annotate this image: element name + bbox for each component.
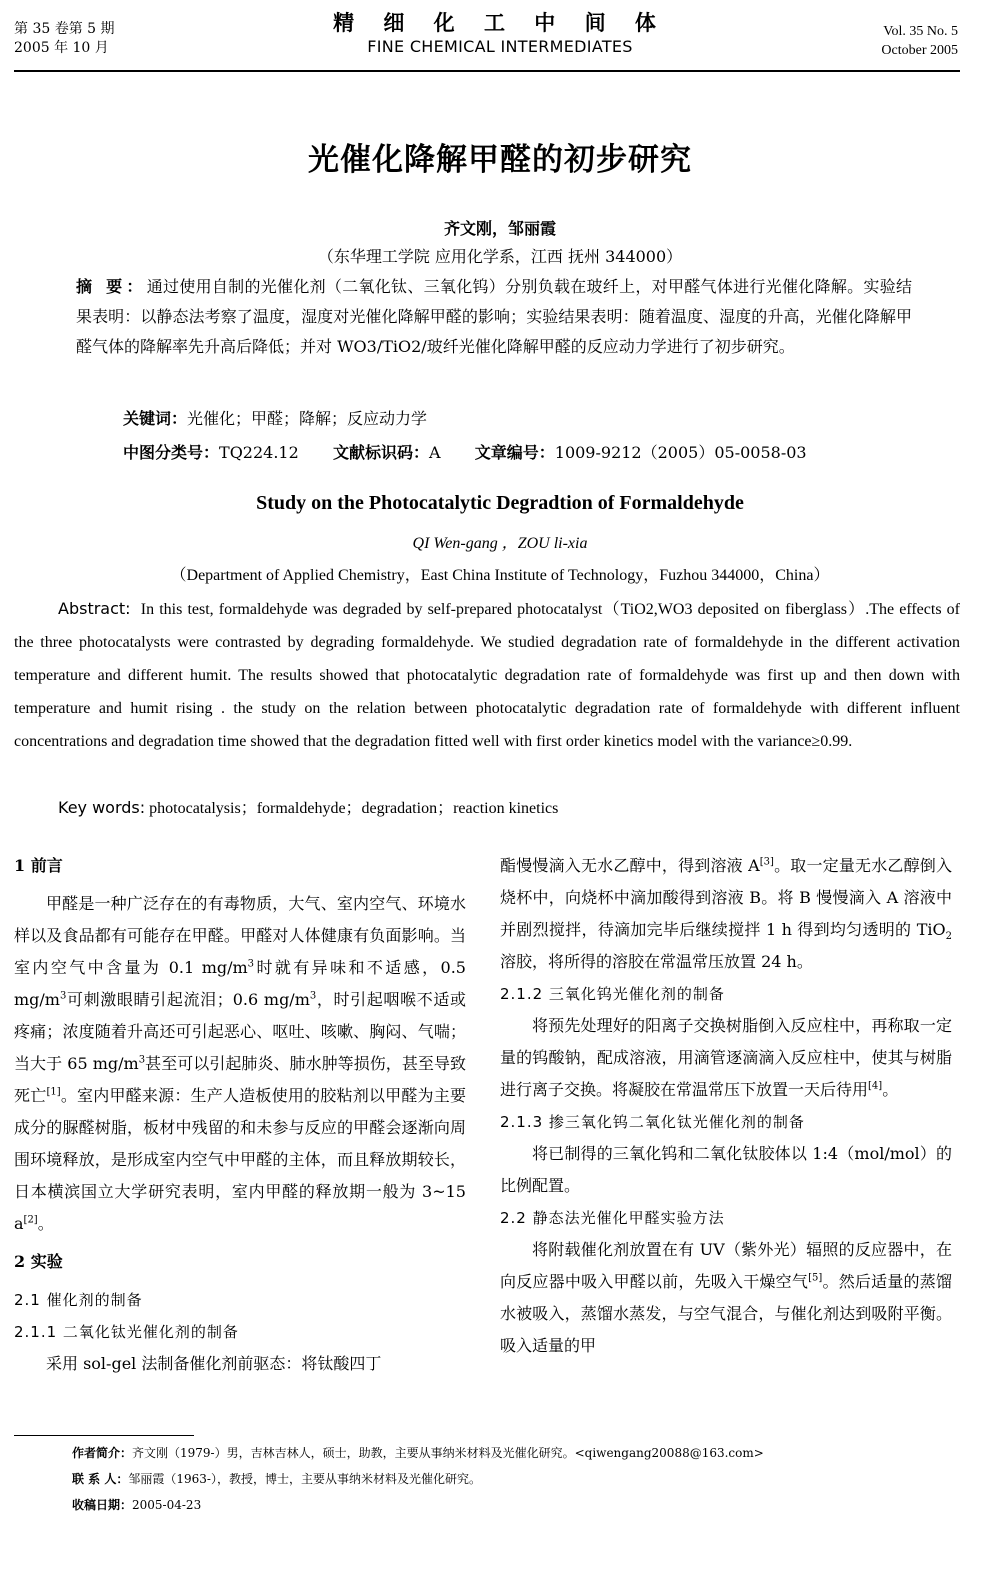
- section-2-1-1-paragraph-start: 采用 sol-gel 法制备催化剂前驱态：将钛酸四丁: [46, 1354, 382, 1373]
- journal-masthead: [300, 10, 700, 58]
- citation-4: [4]: [868, 1080, 883, 1092]
- footnote-contact: 联 系 人：邹丽霞（1963-），教授，博士，主要从事纳米材料及光催化研究。: [72, 1472, 481, 1486]
- date-cn: 2005 年 10 月: [14, 40, 109, 56]
- footnote-rule: [14, 1435, 194, 1436]
- keywords-cn: [123, 406, 427, 429]
- clc-value: TQ224.12: [219, 443, 299, 462]
- abstract-cn-text: 通过使用自制的光催化剂（二氧化钛、三氧化钨）分别负载在玻纤上，对甲醛气体进行光催化降解。实验结果表明：以静态法考察了温度，湿度对光催化降解甲醛的影响；实验结果表明：随着温度、湿度的升高，光催化降解甲醛气体的降解率先升高后降低；并对 WO3/TiO2/玻纤光催化降解甲醛的反应动力学进行了初步研究。: [76, 277, 912, 356]
- journal-name-en: FINE CHEMICAL INTERMEDIATES: [367, 37, 633, 56]
- section-1-heading: 1 前言: [14, 856, 63, 875]
- abstract-en-text: In this test, formaldehyde was degraded by self-prepared photocatalyst（TiO2,WO3 deposited on fiberglass）.The effects of the three photocatalysts were contrasted by degrading formaldehyde. We studied degradation rate of formaldehyde in the different activation temperature and different humit. The results showed that photocatalytic degradation rate of formaldehyde was first up and then down with temperature and humit rising . the study on the relation between photocatalytic degradation rate of formaldehyde with different influent concentrations and degradation time showed that the degradation fitted well with first order kinetics model with the variance≥0.99.: [14, 601, 960, 750]
- section-2-1-2-heading: 2.1.2 三氧化钨光催化剂的制备: [500, 985, 725, 1003]
- abstract-en-label: Abstract:: [58, 599, 131, 618]
- citation-2: [2]: [23, 1214, 38, 1226]
- header-rule: [14, 70, 960, 72]
- date-en: October 2005: [881, 43, 958, 58]
- keywords-cn-label: 关键词：: [123, 409, 188, 428]
- footnotes: [72, 1440, 764, 1518]
- journal-name-cn: 精 细 化 工 中 间 体: [333, 11, 667, 35]
- abstract-cn-label: 摘 要：: [76, 277, 147, 296]
- body-column-left: [14, 850, 466, 1380]
- running-header-left: [14, 20, 115, 58]
- keywords-en-text: photocatalysis；formaldehyde；degradation；reaction kinetics: [149, 800, 559, 817]
- citation-1: [1]: [46, 1086, 61, 1098]
- clc-label: 中图分类号：: [123, 443, 220, 462]
- doc-code-value: A: [429, 443, 441, 462]
- abstract-cn: [76, 272, 912, 362]
- affiliation: （东华理工学院 应用化学系，江西 抚州 344000）: [317, 247, 683, 266]
- section-2-1-1-heading: 2.1.1 二氧化钛光催化剂的制备: [14, 1323, 239, 1341]
- footnote-author: 作者简介：齐文刚（1979-）男，吉林吉林人，硕士，助教，主要从事纳米材料及光催化研究。<qiwengang20088@163.com>: [72, 1446, 764, 1460]
- keywords-en-label: Key words:: [58, 798, 146, 817]
- classification-line: [123, 440, 807, 463]
- volume-issue-cn: 第 35 卷第 5 期: [14, 21, 115, 37]
- affiliation-en: （Department of Applied Chemistry，East China Institute of Technology，Fuzhou 344000，China）: [170, 567, 830, 584]
- section-2-1-3-heading: 2.1.3 掺三氧化钨二氧化钛光催化剂的制备: [500, 1113, 805, 1131]
- volume-issue-en: Vol. 35 No. 5: [883, 24, 958, 39]
- authors: 齐文刚，邹丽霞: [443, 219, 556, 238]
- section-2-1-heading: 2.1 催化剂的制备: [14, 1291, 143, 1309]
- section-2-2-paragraph: 将附载催化剂放置在有 UV（紫外光）辐照的反应器中，在向反应器中吸入甲醛以前，先吸入干燥空气[5]。然后适量的蒸馏水被吸入，蒸馏水蒸发，与空气混合，与催化剂达到吸附平衡。吸入适量的甲: [500, 1240, 952, 1355]
- keywords-cn-text: 光催化；甲醛；降解；反应动力学: [187, 409, 428, 428]
- running-header-right: [881, 22, 958, 60]
- section-2-1-2-paragraph: 将预先处理好的阳离子交换树脂倒入反应柱中，再称取一定量的钨酸钠，配成溶液，用滴管逐滴滴入反应柱中，使其与树脂进行离子交换。将凝胶在常温常压下放置一天后待用[4]。: [500, 1016, 952, 1099]
- authors-en: QI Wen-gang ，ZOU li-xia: [412, 535, 588, 552]
- section-2-1-3-paragraph: 将已制得的三氧化钨和二氧化钛胶体以 1:4（mol/mol）的比例配置。: [500, 1144, 952, 1195]
- article-number-value: 1009-9212（2005）05-0058-03: [554, 443, 807, 462]
- article-number-label: 文章编号：: [474, 443, 555, 462]
- section-2-2-heading: 2.2 静态法光催化甲醛实验方法: [500, 1209, 725, 1227]
- body-column-right: [500, 850, 952, 1362]
- paper-title-en: Study on the Photocatalytic Degradtion of Formaldehyde: [256, 492, 744, 514]
- doc-code-label: 文献标识码：: [332, 443, 429, 462]
- citation-5: [5]: [808, 1272, 823, 1284]
- citation-3: [3]: [759, 856, 774, 868]
- section-1-paragraph: 甲醛是一种广泛存在的有毒物质，大气、室内空气、环境水样以及食品都有可能存在甲醛。甲醛对人体健康有负面影响。当室内空气中含量为 0.1 $mg/m^3$时就有异味和不适感，0.5 $mg/m^3$可刺激眼睛引起流泪；0.6 $mg/m^3$，时引起咽喉不适或疼痛；浓度随着升高还可引起恶心、呕吐、咳嗽、胸闷、气喘；当大于 65 $mg/m^3$甚至可以引起肺炎、肺水肿等损伤，甚至导致死亡[1]。室内甲醛来源：生产人造板使用的胶粘剂以甲醛为主要成分的脲醛树脂，板材中残留的和未参与反应的甲醛会逐渐向周围环境释放，是形成室内空气中甲醛的主体，而且释放期较长，日本横滨国立大学研究表明，室内甲醛的释放期一般为 3~15 a[2]。: [14, 894, 466, 1233]
- section-2-1-1-paragraph-cont: 酯慢慢滴入无水乙醇中，得到溶液 A[3]。取一定量无水乙醇倒入烧杯中，向烧杯中滴加酸得到溶液 B。将 B 慢慢滴入 A 溶液中并剧烈搅拌，待滴加完毕后继续搅拌 1 h 得到均匀透明的 TiO$_2$溶胶，将所得的溶胶在常温常压放置 24 h。: [500, 856, 952, 971]
- footnote-received: 收稿日期：2005-04-23: [72, 1498, 202, 1512]
- section-2-heading: 2 实验: [14, 1252, 63, 1271]
- paper-title: 光催化降解甲醛的初步研究: [308, 142, 692, 178]
- abstract-en: [14, 592, 960, 758]
- keywords-en: [58, 795, 558, 818]
